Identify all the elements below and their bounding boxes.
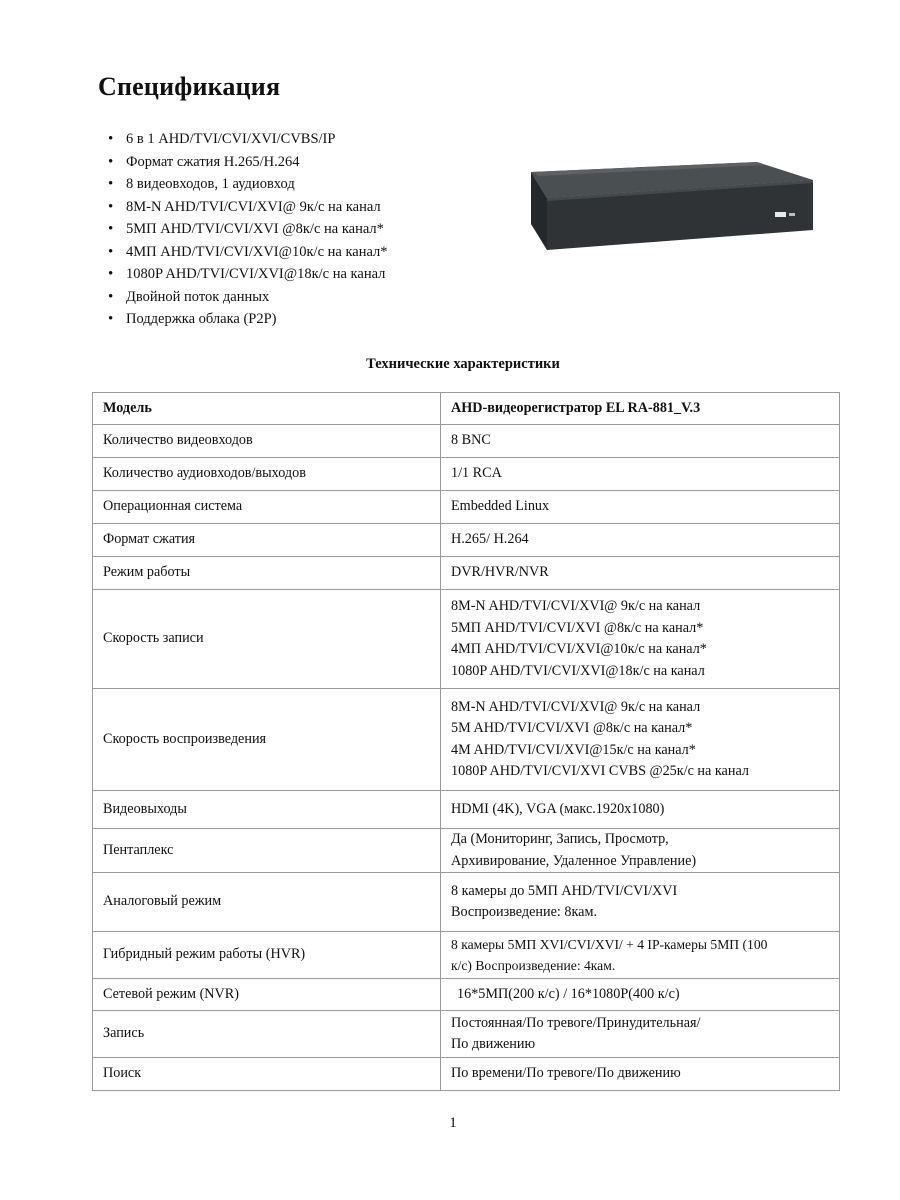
row-value (441, 1058, 840, 1091)
row-value (441, 979, 840, 1011)
feature-item: • Поддержка облака (P2P) (108, 308, 388, 331)
header-value: AHD-видеорегистратор EL RA-881_V.3 (441, 393, 840, 425)
value-line: 1080P AHD/TVI/CVI/XVI@18к/с на канал (451, 662, 705, 679)
row-value (441, 791, 840, 829)
value-line: Постоянная/По тревоге/Принудительная/ (451, 1014, 701, 1031)
row-label: Режим работы (93, 557, 441, 590)
value-line: Воспроизведение: 8кам. (451, 904, 597, 920)
row-value (441, 873, 840, 932)
feature-item: • 6 в 1 AHD/TVI/CVI/XVI/CVBS/IP (108, 128, 388, 151)
table-row (93, 557, 840, 590)
table-row (93, 829, 840, 873)
spec-table (92, 392, 840, 1091)
value-line: H.265/ H.264 (451, 531, 529, 548)
feature-item: • 1080P AHD/TVI/CVI/XVI@18к/с на канал (108, 263, 388, 286)
feature-item: • 8M-N AHD/TVI/CVI/XVI@ 9к/с на канал (108, 196, 388, 219)
row-label: Количество аудиовходов/выходов (93, 458, 441, 491)
value-line: DVR/HVR/NVR (451, 564, 549, 581)
row-label: Операционная система (93, 491, 441, 524)
table-row (93, 873, 840, 932)
value-line: 4МП AHD/TVI/CVI/XVI@10к/с на канал* (451, 641, 707, 657)
feature-item: • Двойной поток данных (108, 286, 388, 309)
value-line: HDMI (4K), VGA (макс.1920x1080) (451, 800, 665, 817)
row-value (441, 425, 840, 458)
table-row (93, 791, 840, 829)
value-line: 4M AHD/TVI/CVI/XVI@15к/с на канал* (451, 741, 696, 758)
value-line: 16*5МП(200 к/с) / 16*1080P(400 к/с) (457, 985, 680, 1002)
table-row (93, 425, 840, 458)
row-label: Гибридный режим работы (HVR) (93, 932, 441, 979)
header-label: Модель (93, 393, 441, 425)
page-number: 1 (449, 1115, 457, 1131)
value-line: По движению (451, 1036, 536, 1052)
value-line: По времени/По тревоге/По движению (451, 1065, 681, 1082)
row-value (441, 1011, 840, 1058)
value-line: 8M-N AHD/TVI/CVI/XVI@ 9к/с на канал (451, 598, 701, 614)
value-line: к/с) Воспроизведение: 4кам. (451, 958, 616, 973)
row-value (441, 491, 840, 524)
value-line: Архивирование, Удаленное Управление) (451, 852, 697, 869)
feature-list (108, 128, 388, 331)
table-row (93, 979, 840, 1011)
row-value (441, 590, 840, 689)
value-line: 8 камеры 5МП XVI/CVI/XVI/ + 4 IP-камеры 5МП (100 (451, 936, 768, 952)
row-label: Сетевой режим (NVR) (93, 979, 441, 1011)
page-title: Спецификация (98, 72, 281, 101)
value-line: 8 BNC (451, 432, 491, 449)
feature-item: • Формат сжатия H.265/H.264 (108, 151, 388, 174)
row-value (441, 458, 840, 491)
feature-item: • 5МП AHD/TVI/CVI/XVI @8к/с на канал* (108, 218, 388, 241)
feature-item: • 8 видеовходов, 1 аудиовход (108, 173, 388, 196)
value-line: 8M-N AHD/TVI/CVI/XVI@ 9к/с на канал (451, 698, 701, 715)
table-row (93, 1011, 840, 1058)
usb-port-icon (775, 212, 786, 217)
table-row (93, 491, 840, 524)
row-label: Запись (93, 1011, 441, 1058)
row-label: Скорость воспроизведения (93, 689, 441, 791)
row-value (441, 932, 840, 979)
table-row (93, 1058, 840, 1091)
usb-port-mark (789, 213, 795, 216)
row-label: Скорость записи (93, 590, 441, 689)
table-row (93, 524, 840, 557)
row-label: Пентаплекс (93, 829, 441, 873)
value-line: 1080P AHD/TVI/CVI/XVI CVBS @25к/с на канал (451, 763, 749, 779)
row-label: Поиск (93, 1058, 441, 1091)
value-line: Embedded Linux (451, 498, 550, 515)
feature-item: • 4МП AHD/TVI/CVI/XVI@10к/с на канал* (108, 241, 388, 264)
value-line: 5M AHD/TVI/CVI/XVI @8к/с на канал* (451, 720, 693, 736)
row-label: Аналоговый режим (93, 873, 441, 932)
table-row (93, 932, 840, 979)
value-line: 5МП AHD/TVI/CVI/XVI @8к/с на канал* (451, 619, 704, 636)
row-value (441, 829, 840, 873)
row-value (441, 689, 840, 791)
value-line: Да (Мониторинг, Запись, Просмотр, (451, 831, 669, 847)
row-label: Количество видеовходов (93, 425, 441, 458)
table-title: Технические характеристики (366, 356, 560, 372)
table-header-row (93, 393, 840, 425)
row-label: Формат сжатия (93, 524, 441, 557)
table-row (93, 458, 840, 491)
table-row (93, 689, 840, 791)
row-label: Видеовыходы (93, 791, 441, 829)
row-value (441, 524, 840, 557)
dvr-device-image (525, 158, 815, 258)
table-row (93, 590, 840, 689)
value-line: 1/1 RCA (451, 465, 502, 482)
row-value (441, 557, 840, 590)
value-line: 8 камеры до 5МП AHD/TVI/CVI/XVI (451, 882, 678, 899)
